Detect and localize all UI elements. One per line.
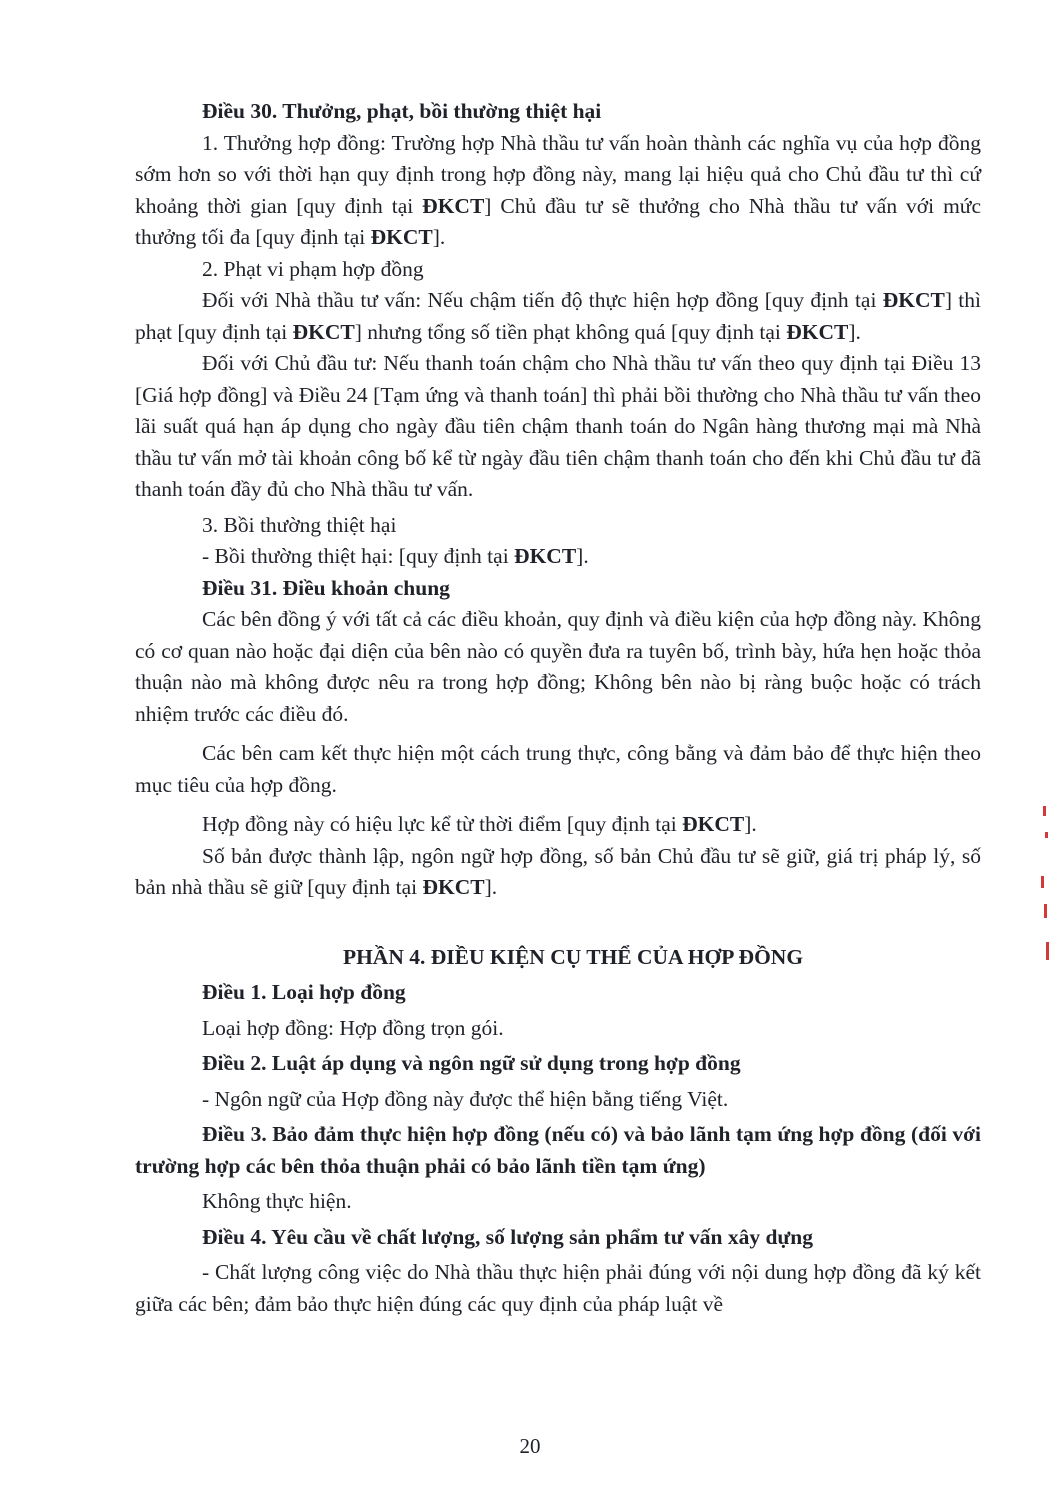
part4-article-1-heading: Điều 1. Loại hợp đồng — [202, 980, 406, 1004]
page-number: 20 — [519, 1434, 541, 1458]
part4-article-3-heading: Điều 3. Bảo đảm thực hiện hợp đồng (nếu có) và bảo lãnh tạm ứng hợp đồng (đối với trường hợp các bên thỏa thuận phải có bảo lãnh tiền tạm ứng) — [135, 1122, 981, 1178]
article-31-para-1: Các bên đồng ý với tất cả các điều khoản, quy định và điều kiện của hợp đồng này. Không có cơ quan nào hoặc đại diện của bên nào có quyền đưa ra tuyên bố, trình bày, hứa hẹn hoặc thỏa thuận nào mà không được nêu ra trong hợp đồng; Không bên nào bị ràng buộc hoặc có trách nhiệm trước các điều đó. — [135, 607, 981, 726]
part4-article-2-heading: Điều 2. Luật áp dụng và ngôn ngữ sử dụng trong hợp đồng — [202, 1051, 741, 1075]
stamp-edge-mark — [1046, 942, 1049, 960]
part4-article-2-text: - Ngôn ngữ của Hợp đồng này được thể hiện bằng tiếng Việt. — [202, 1086, 729, 1111]
article-30-clause-2: 2. Phạt vi phạm hợp đồng — [202, 256, 424, 281]
article-30-contractor-penalty: Đối với Nhà thầu tư vấn: Nếu chậm tiến độ thực hiện hợp đồng [quy định tại ĐKCT] thì phạt [quy định tại ĐKCT] nhưng tổng số tiền phạt không quá [quy định tại ĐKCT]. — [135, 288, 982, 344]
article-30-heading: Điều 30. Thưởng, phạt, bồi thường thiệt hại — [202, 99, 602, 123]
part4-article-4-heading: Điều 4. Yêu cầu về chất lượng, số lượng sản phẩm tư vấn xây dựng — [202, 1224, 814, 1249]
article-30-damages: - Bồi thường thiệt hại: [quy định tại ĐKCT]. — [202, 544, 589, 568]
stamp-edge-mark — [1043, 806, 1046, 816]
page-content — [135, 96, 981, 1320]
stamp-edge-mark — [1045, 832, 1048, 838]
part-4-title: PHẦN 4. ĐIỀU KIỆN CỤ THỂ CỦA HỢP ĐỒNG — [342, 944, 804, 969]
part4-article-3-text: Không thực hiện. — [202, 1189, 352, 1213]
stamp-edge-mark — [1041, 876, 1044, 888]
article-31-heading: Điều 31. Điều khoản chung — [202, 575, 450, 600]
part4-article-4-text: - Chất lượng công việc do Nhà thầu thực hiện phải đúng với nội dung hợp đồng đã ký kết giữa các bên; đảm bảo thực hiện đúng các quy định của pháp luật về — [135, 1260, 981, 1316]
article-30-owner-penalty: Đối với Chủ đầu tư: Nếu thanh toán chậm cho Nhà thầu tư vấn theo quy định tại Điều 13 [Giá hợp đồng] và Điều 24 [Tạm ứng và thanh toán] thì phải bồi thường cho Nhà thầu tư vấn theo lãi suất quá hạn áp dụng cho ngày đầu tiên chậm thanh toán do Ngân hàng thương mại mà Nhà thầu tư vấn mở tài khoản công bố kể từ ngày đầu tiên chậm thanh toán cho đến khi Chủ đầu tư đã thanh toán đầy đủ cho Nhà thầu tư vấn. — [135, 351, 981, 501]
article-31-para-4: Số bản được thành lập, ngôn ngữ hợp đồng, số bản Chủ đầu tư sẽ giữ, giá trị pháp lý, số bản nhà thầu sẽ giữ [quy định tại ĐKCT]. — [135, 843, 981, 899]
article-31-para-3: Hợp đồng này có hiệu lực kể từ thời điểm [quy định tại ĐKCT]. — [202, 812, 757, 836]
stamp-edge-mark — [1044, 904, 1047, 918]
article-30-clause-3: 3. Bồi thường thiệt hại — [202, 512, 397, 537]
article-30-clause-1: 1. Thưởng hợp đồng: Trường hợp Nhà thầu tư vấn hoàn thành các nghĩa vụ của hợp đồng sớm hơn so với thời hạn quy định trong hợp đồng này, mang lại hiệu quả cho Chủ đầu tư thì cứ khoảng thời gian [quy định tại ĐKCT] Chủ đầu tư sẽ thưởng cho Nhà thầu tư vấn với mức thưởng tối đa [quy định tại ĐKCT]. — [135, 130, 982, 249]
part4-article-1-text: Loại hợp đồng: Hợp đồng trọn gói. — [202, 1015, 504, 1040]
article-31-para-2: Các bên cam kết thực hiện một cách trung thực, công bằng và đảm bảo để thực hiện theo mục tiêu của hợp đồng. — [135, 741, 981, 797]
